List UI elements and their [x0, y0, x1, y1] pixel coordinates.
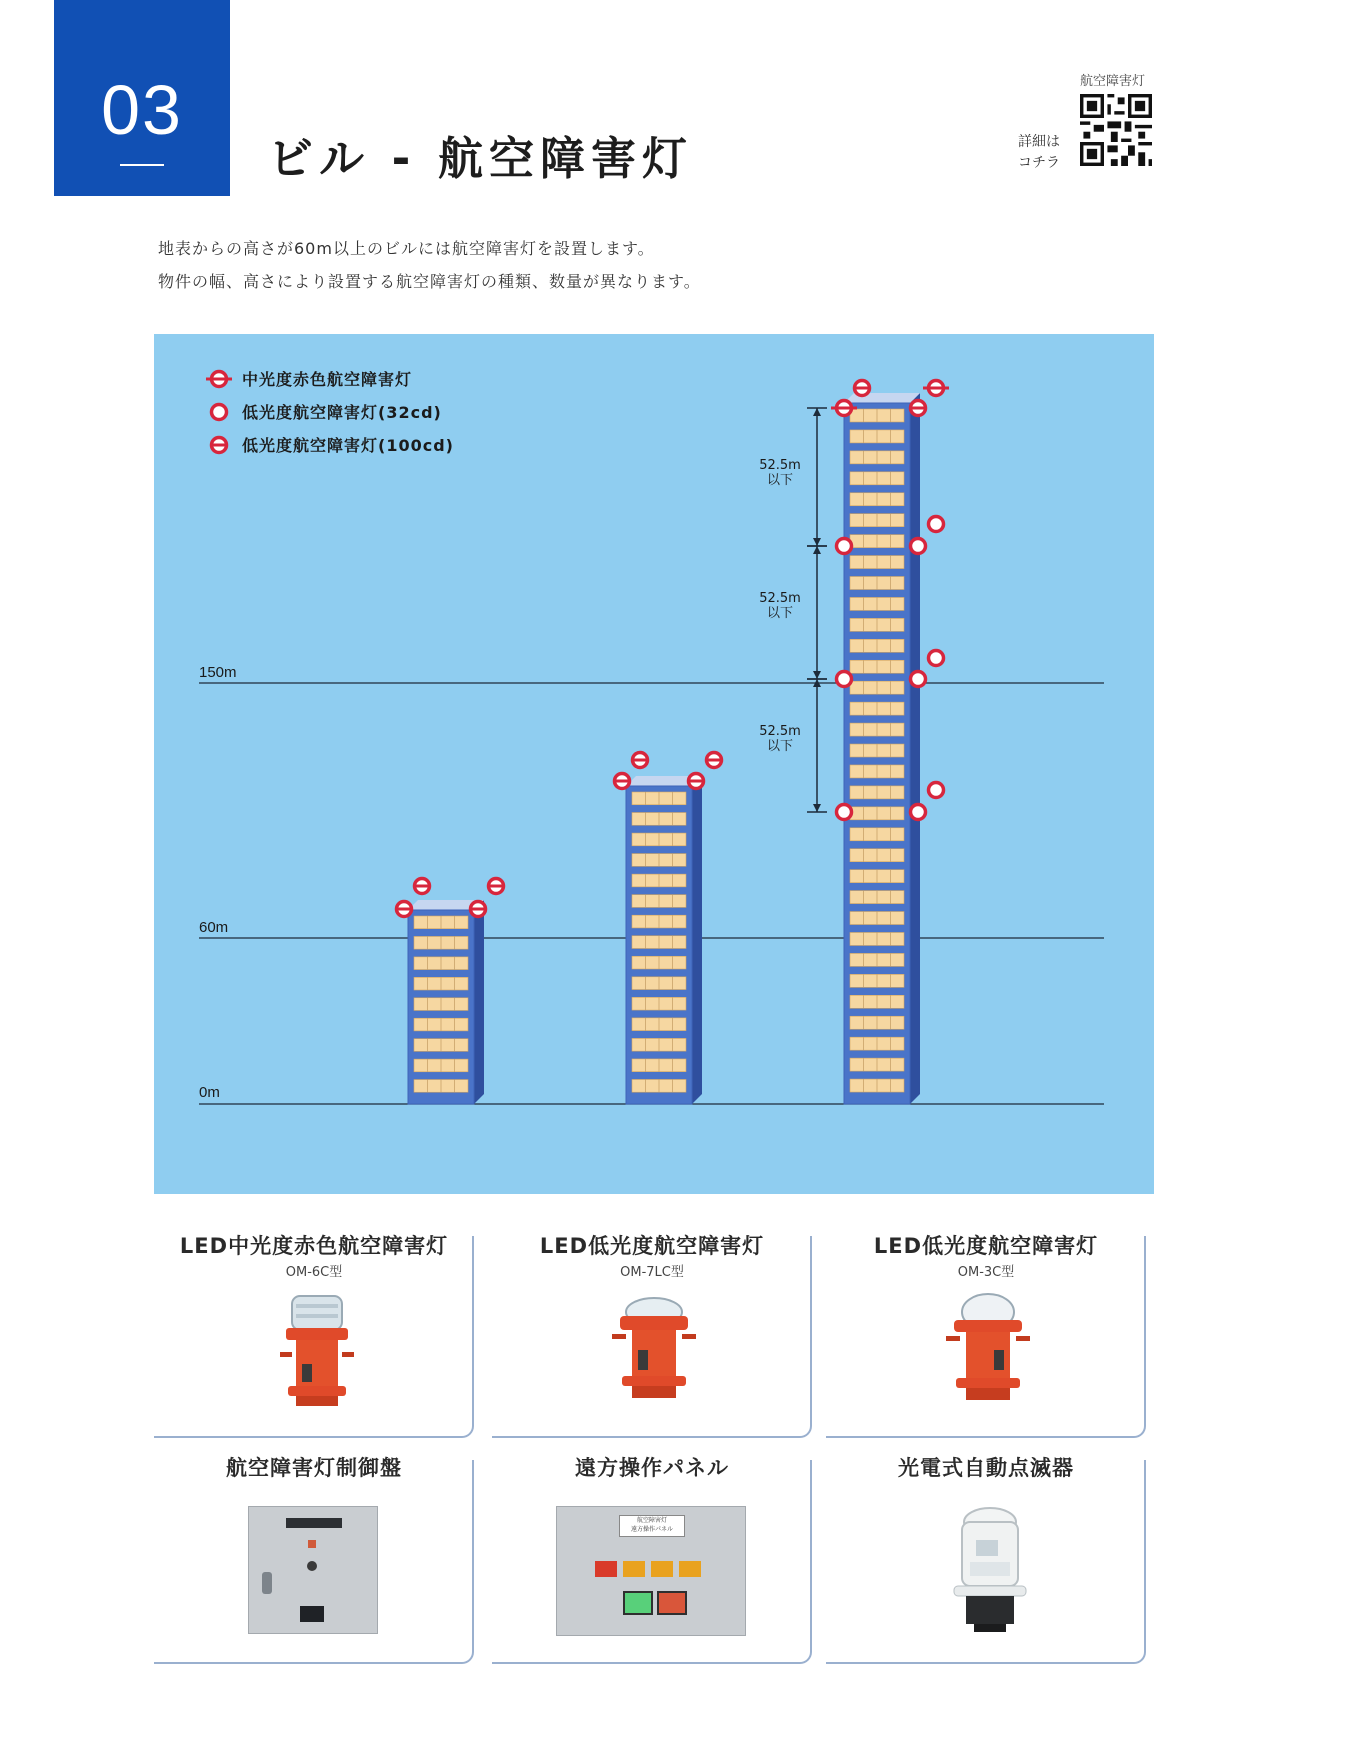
low-intensity-32cd-light-icon	[929, 783, 944, 798]
product-name: 遠方操作パネル	[575, 1456, 729, 1480]
indicator-lamp	[595, 1561, 617, 1577]
spacing-value: 52.5m	[759, 724, 801, 739]
low-intensity-100cd-light-icon	[489, 879, 504, 894]
spacing-value: 52.5m	[759, 591, 801, 606]
arrow-head	[813, 671, 821, 679]
intro-line-1: 地表からの高さが60m以上のビルには航空障害灯を設置します。	[158, 239, 655, 258]
page-title: ビル - 航空障害灯	[268, 132, 694, 185]
low-intensity-32cd-light-icon	[911, 539, 926, 554]
panel-button	[623, 1591, 653, 1615]
low-intensity-light-fixture-icon	[940, 1290, 1036, 1416]
spacing-qualifier: 以下	[766, 739, 793, 754]
medium-intensity-light-fixture-icon	[272, 1290, 362, 1416]
remote-panel-sign	[619, 1515, 685, 1537]
low-intensity-100cd-light-icon	[911, 401, 926, 416]
indicator-lamp	[679, 1561, 701, 1577]
low-intensity-100cd-light-icon	[397, 902, 412, 917]
low-intensity-32cd-light-icon	[929, 651, 944, 666]
product-name: LED中光度赤色航空障害灯	[179, 1234, 449, 1258]
low-intensity-32cd-light-icon	[837, 539, 852, 554]
building-tall-roof	[844, 393, 920, 403]
low-intensity-32cd-light-icon	[911, 672, 926, 687]
control-panel-icon	[248, 1506, 378, 1634]
section-underline	[120, 164, 164, 166]
qr-caption: 航空障害灯	[1080, 74, 1146, 89]
product-card-photoelectric-switch[interactable]	[826, 1452, 1146, 1666]
low-intensity-100cd-light-icon	[471, 902, 486, 917]
arrow-head	[813, 546, 821, 554]
building-tall-side	[910, 393, 920, 1104]
low-intensity-100cd-light-icon	[855, 381, 870, 396]
legend-item-low-100cd	[206, 428, 454, 461]
medium-intensity-red-light-icon	[206, 369, 232, 389]
product-name: LED低光度航空障害灯	[873, 1234, 1099, 1258]
product-model: OM-7LC型	[620, 1265, 684, 1280]
intro-text	[158, 232, 701, 298]
product-name: 光電式自動点滅器	[898, 1456, 1074, 1480]
remote-panel-sign-line1: 航空障害灯	[636, 1517, 667, 1524]
low-intensity-100cd-light-icon	[707, 753, 722, 768]
reference-label-60m: 60m	[199, 919, 229, 936]
spacing-qualifier: 以下	[766, 473, 793, 488]
low-intensity-light-fixture-icon	[606, 1294, 702, 1416]
building-medium-side	[692, 776, 702, 1104]
indicator-lamp	[651, 1561, 673, 1577]
reference-label-0m: 0m	[199, 1084, 220, 1101]
legend-item-medium-red	[206, 362, 454, 395]
product-card-om-3c[interactable]	[826, 1228, 1146, 1440]
low-intensity-32cd-light-icon	[837, 672, 852, 687]
spacing-value: 52.5m	[759, 458, 801, 473]
product-name: LED低光度航空障害灯	[539, 1234, 765, 1258]
legend-label: 中光度赤色航空障害灯	[242, 370, 413, 389]
intro-line-2: 物件の幅、高さにより設置する航空障害灯の種類、数量が異なります。	[158, 272, 701, 291]
low-intensity-100cd-light-icon	[415, 879, 430, 894]
remote-panel-icon	[556, 1506, 746, 1636]
qr-note	[1018, 132, 1060, 174]
product-model: OM-3C型	[957, 1265, 1015, 1280]
arrow-head	[813, 408, 821, 416]
spacing-qualifier: 以下	[766, 606, 793, 621]
section-number: 03	[101, 71, 183, 149]
low-intensity-100cd-light-icon	[615, 774, 630, 789]
product-card-control-panel[interactable]	[154, 1452, 474, 1666]
qr-code-icon[interactable]	[1080, 94, 1152, 166]
legend-label: 低光度航空障害灯(100cd)	[242, 436, 454, 455]
legend	[206, 362, 454, 461]
qr-note-line1: 詳細は	[1018, 134, 1060, 150]
arrow-head	[813, 804, 821, 812]
legend-label: 低光度航空障害灯(32cd)	[242, 403, 442, 422]
indicator-lamp	[623, 1561, 645, 1577]
low-intensity-32cd-light-icon	[929, 517, 944, 532]
legend-item-low-32cd	[206, 395, 454, 428]
low-intensity-32cd-light-icon	[206, 402, 232, 422]
spacing-label-bottom	[754, 724, 806, 754]
section-number-badge	[54, 0, 230, 196]
remote-panel-sign-line2: 遠方操作パネル	[630, 1526, 673, 1533]
product-card-om-6c[interactable]	[154, 1228, 474, 1440]
reference-label-150m: 150m	[199, 664, 237, 681]
building-small-side	[474, 900, 484, 1104]
product-model: OM-6C型	[285, 1265, 343, 1280]
product-name: 航空障害灯制御盤	[226, 1456, 402, 1480]
low-intensity-32cd-light-icon	[837, 805, 852, 820]
spacing-label-middle	[754, 591, 806, 621]
photoelectric-switch-icon	[946, 1504, 1034, 1638]
diagram-canvas	[154, 334, 1154, 1194]
product-card-remote-panel[interactable]	[492, 1452, 812, 1666]
low-intensity-100cd-light-icon	[633, 753, 648, 768]
qr-note-line2: コチラ	[1018, 155, 1060, 171]
low-intensity-100cd-light-icon	[689, 774, 704, 789]
obstruction-light-diagram	[154, 334, 1154, 1194]
low-intensity-32cd-light-icon	[911, 805, 926, 820]
arrow-head	[813, 538, 821, 546]
panel-button	[657, 1591, 687, 1615]
spacing-label-top	[754, 458, 806, 488]
low-intensity-100cd-light-icon	[206, 435, 232, 455]
medium-intensity-red-light-icon	[923, 381, 949, 396]
product-card-om-7lc[interactable]	[492, 1228, 812, 1440]
